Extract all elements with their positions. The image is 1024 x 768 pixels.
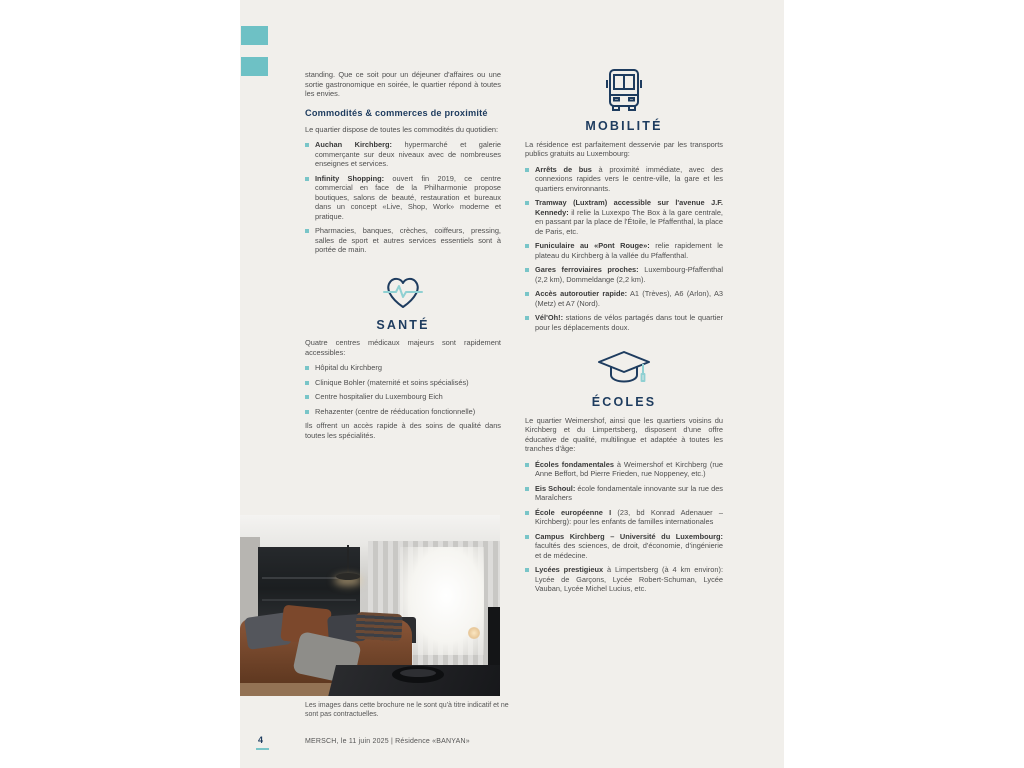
ecoles-heading: ÉCOLES: [591, 395, 657, 409]
bullet-square-icon: [525, 201, 529, 205]
list-item: Écoles fondamentales à Weimershof et Kirchberg (rue Anne Beffort, bd Pierre Frieden, rue Noppeney, etc.): [525, 460, 723, 479]
bullet-square-icon: [525, 268, 529, 272]
list-item: Accès autoroutier rapide: A1 (Trèves), A6 (Arlon), A3 (Metz) et A7 (Nord).: [525, 289, 723, 308]
list-item: Auchan Kirchberg: hypermarché et galerie commerçante sur deux niveaux avec de nombreuses enseignes et services.: [305, 140, 501, 169]
left-column: [305, 70, 501, 446]
photo-caption: Les images dans cette brochure ne le sont qu'à titre indicatif et ne sont pas contractuelles.: [305, 702, 509, 718]
bullet-square-icon: [525, 316, 529, 320]
page-edge-mark: [241, 26, 268, 45]
bullet-square-icon: [525, 568, 529, 572]
page-edge-mark: [241, 57, 268, 76]
bullet-square-icon: [305, 381, 309, 385]
commodites-intro: Le quartier dispose de toutes les commodités du quotidien:: [305, 124, 499, 134]
list-item: Infinity Shopping: ouvert fin 2019, ce centre commercial en face de la Philharmonie propose boutiques, salons de beauté, restauration et bureaux dans un concept «Live, Shop, Work» moderne et pratique.: [305, 174, 501, 222]
list-item: Centre hospitalier du Luxembourg Eich: [305, 392, 501, 402]
list-item: Pharmacies, banques, crèches, coiffeurs, pressing, salles de sport et autres services essentiels sont à portée de main.: [305, 226, 501, 255]
list-item: Clinique Bohler (maternité et soins spécialisés): [305, 378, 501, 388]
page-number-rule: [256, 748, 269, 750]
list-item: École européenne I (23, bd Konrad Adenauer – Kirchberg): pour les enfants de familles internationales: [525, 508, 723, 527]
list-item: Hôpital du Kirchberg: [305, 363, 501, 373]
bullet-square-icon: [525, 487, 529, 491]
brochure-page: [240, 0, 784, 768]
list-item: Tramway (Luxtram) accessible sur l'avenue J.F. Kennedy: il relie la Luxexpo The Box à la gare centrale, en passant par la place de l'Étoile, le Pfaffenthal, la place de Paris, etc.: [525, 198, 723, 236]
list-item: Lycées prestigieux à Limpertsberg (à 4 km environ): Lycée de Garçons, Lycée Robert-Schuman, Lycée Vauban, Lycée Michel Lucius, etc.: [525, 565, 723, 594]
bullet-square-icon: [525, 511, 529, 515]
bullet-square-icon: [525, 463, 529, 467]
bullet-square-icon: [525, 535, 529, 539]
list-item: Funiculaire au «Pont Rouge»: relie rapidement le plateau du Kirchberg à la vallée du Pfaffenthal.: [525, 241, 723, 260]
bullet-square-icon: [525, 292, 529, 296]
sante-intro: Quatre centres médicaux majeurs sont rapidement accessibles:: [305, 338, 501, 357]
mobilite-intro: La résidence est parfaitement desservie par les transports publics gratuits au Luxembourg:: [525, 139, 723, 158]
bullet-square-icon: [525, 244, 529, 248]
bullet-square-icon: [305, 410, 309, 414]
heart-pulse-icon: [305, 267, 501, 315]
living-room-photo: [240, 515, 500, 696]
list-item: Rehazenter (centre de rééducation fonctionnelle): [305, 407, 501, 417]
list-item: Campus Kirchberg – Université du Luxembourg: facultés des sciences, de droit, d'économie, d'ingénierie et de médecine.: [525, 532, 723, 561]
list-item: Arrêts de bus à proximité immédiate, avec des connexions rapides vers le centre-ville, la gare et les quartiers environnants.: [525, 165, 723, 194]
bullet-square-icon: [525, 168, 529, 172]
list-item: Vél'Oh!: stations de vélos partagés dans tout le quartier pour les déplacements doux.: [525, 313, 723, 332]
bus-icon: [525, 64, 723, 116]
list-item: Gares ferroviaires proches: Luxembourg-Pfaffenthal (2,2 km), Dommeldange (2,2 km).: [525, 265, 723, 284]
mobilite-heading: MOBILITÉ: [585, 119, 663, 133]
intro-paragraph: standing. Que ce soit pour un déjeuner d'affaires ou une sortie gastronomique en soirée, le quartier répond à toutes les envies.: [305, 70, 501, 98]
bullet-square-icon: [305, 177, 309, 181]
list-item: Eis Schoul: école fondamentale innovante sur la rue des Maraîchers: [525, 484, 723, 503]
bullet-square-icon: [305, 366, 309, 370]
sante-outro: Ils offrent un accès rapide à des soins de qualité dans toutes les spécialités.: [305, 421, 501, 440]
bullet-square-icon: [305, 395, 309, 399]
sante-heading: SANTÉ: [376, 317, 430, 332]
page-number: 4: [258, 735, 264, 745]
commodites-heading: Commodités & commerces de proximité: [305, 107, 488, 118]
graduation-cap-icon: [525, 348, 723, 392]
bullet-square-icon: [305, 143, 309, 147]
right-column: [525, 58, 723, 599]
bullet-square-icon: [305, 229, 309, 233]
footer-line: MERSCH, le 11 juin 2025 | Résidence «BANYAN»: [305, 738, 470, 745]
ecoles-intro: Le quartier Weimershof, ainsi que les quartiers voisins du Kirchberg et du Limpertsberg, disposent d'une offre éducative de qualité, multilingue et adaptée à toutes les tranches d'âge:: [525, 415, 723, 453]
